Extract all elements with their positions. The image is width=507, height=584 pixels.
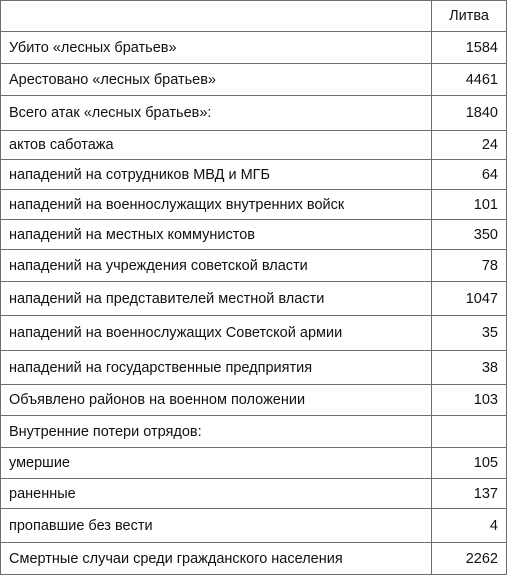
row-label: нападений на военнослужащих Советской армии	[1, 316, 432, 351]
table-row	[1, 351, 507, 385]
row-label: пропавшие без вести	[1, 509, 432, 543]
table-row	[1, 190, 507, 220]
row-label: умершие	[1, 448, 432, 479]
table-row	[1, 64, 507, 96]
row-label: раненные	[1, 479, 432, 509]
header-empty-cell	[1, 1, 432, 32]
table-row	[1, 509, 507, 543]
table-row	[1, 448, 507, 479]
table-row	[1, 316, 507, 351]
row-value: 137	[432, 479, 507, 509]
row-label: нападений на сотрудников МВД и МГБ	[1, 160, 432, 190]
table-row	[1, 479, 507, 509]
column-header-lithuania: Литва	[432, 1, 507, 32]
table-row	[1, 32, 507, 64]
row-value: 35	[432, 316, 507, 351]
row-value: 1047	[432, 282, 507, 316]
row-value: 24	[432, 131, 507, 160]
header-row	[1, 1, 507, 32]
row-value: 38	[432, 351, 507, 385]
row-value: 78	[432, 250, 507, 282]
row-value: 4	[432, 509, 507, 543]
table-row	[1, 250, 507, 282]
table-row	[1, 96, 507, 131]
row-label: Объявлено районов на военном положении	[1, 385, 432, 416]
row-value: 2262	[432, 543, 507, 575]
row-label: Убито «лесных братьев»	[1, 32, 432, 64]
table-row	[1, 416, 507, 448]
row-value: 1840	[432, 96, 507, 131]
table-body	[1, 32, 507, 575]
table-row	[1, 543, 507, 575]
row-label: актов саботажа	[1, 131, 432, 160]
row-label: Всего атак «лесных братьев»:	[1, 96, 432, 131]
table-row	[1, 282, 507, 316]
row-label: нападений на представителей местной власти	[1, 282, 432, 316]
row-label: нападений на местных коммунистов	[1, 220, 432, 250]
row-value: 103	[432, 385, 507, 416]
table-row	[1, 385, 507, 416]
row-label: нападений на учреждения советской власти	[1, 250, 432, 282]
row-label: нападений на военнослужащих внутренних войск	[1, 190, 432, 220]
row-label: нападений на государственные предприятия	[1, 351, 432, 385]
row-value: 350	[432, 220, 507, 250]
row-label: Смертные случаи среди гражданского населения	[1, 543, 432, 575]
row-value: 64	[432, 160, 507, 190]
row-label: Арестовано «лесных братьев»	[1, 64, 432, 96]
table-row	[1, 160, 507, 190]
row-value	[432, 416, 507, 448]
table-row	[1, 131, 507, 160]
row-label: Внутренние потери отрядов:	[1, 416, 432, 448]
row-value: 4461	[432, 64, 507, 96]
table-row	[1, 220, 507, 250]
row-value: 101	[432, 190, 507, 220]
row-value: 1584	[432, 32, 507, 64]
row-value: 105	[432, 448, 507, 479]
